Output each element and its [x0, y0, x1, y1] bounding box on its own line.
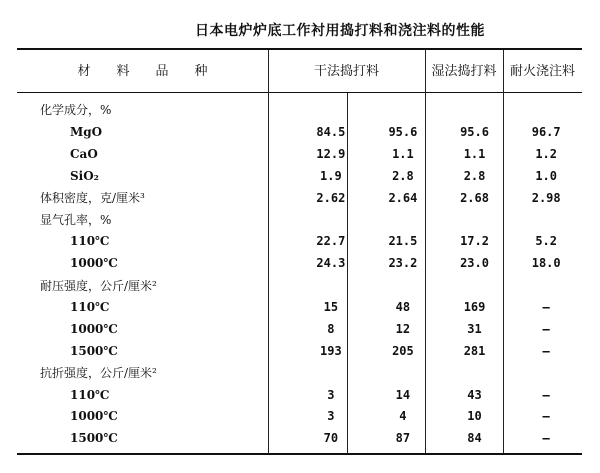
row-label: 110℃ — [70, 234, 110, 249]
table-row — [17, 99, 582, 121]
header-castable: 耐火浇注料 — [509, 64, 575, 79]
table-row — [17, 208, 582, 230]
row-label: 1000℃ — [70, 256, 118, 271]
row-label: SiO₂ — [70, 168, 99, 183]
row-label: 1000℃ — [70, 321, 118, 336]
cell-value: — — [542, 343, 550, 358]
cell-value: 1.1 — [392, 146, 414, 161]
row-label: 1000℃ — [70, 409, 118, 424]
cell-value — [439, 99, 511, 121]
cell-value — [295, 274, 367, 296]
table-row — [17, 230, 582, 252]
cell-value — [367, 362, 439, 384]
properties-table — [17, 99, 582, 449]
table-row — [17, 143, 582, 165]
cell-value: 12.9 — [316, 146, 346, 161]
cell-value: 84.5 — [316, 124, 346, 139]
table-row — [17, 405, 582, 427]
row-label: 显气孔率，% — [40, 212, 112, 227]
table-row — [17, 340, 582, 362]
cell-value — [510, 274, 582, 296]
cell-value: 87 — [395, 431, 411, 446]
cell-value — [510, 99, 582, 121]
row-label: 1500℃ — [70, 431, 118, 446]
cell-value: 193 — [320, 343, 342, 358]
cell-value: 2.62 — [316, 190, 346, 205]
cell-value: 31 — [467, 321, 482, 336]
row-label: 1500℃ — [70, 343, 118, 358]
cell-value: 3 — [327, 387, 335, 402]
header-material: 材 料 品 种 — [77, 64, 208, 79]
cell-value — [295, 362, 367, 384]
cell-value: 5.2 — [535, 234, 558, 249]
row-label: CaO — [70, 146, 98, 161]
header-rule — [17, 92, 582, 93]
cell-value: 17.2 — [460, 234, 489, 249]
top-rule — [17, 48, 582, 50]
cell-value: 95.6 — [460, 124, 489, 139]
cell-value — [439, 208, 511, 230]
cell-value: — — [542, 387, 550, 402]
table-row — [17, 165, 582, 187]
table-row — [17, 384, 582, 406]
cell-value: 23.0 — [460, 256, 489, 271]
cell-value: 281 — [463, 343, 486, 358]
row-label: 110℃ — [70, 387, 110, 402]
cell-value: 23.2 — [388, 256, 418, 271]
cell-value: 2.68 — [460, 190, 489, 205]
cell-value: 2.8 — [463, 168, 486, 183]
cell-value: 22.7 — [316, 234, 346, 249]
row-label: 110℃ — [70, 299, 110, 314]
table-row — [17, 296, 582, 318]
bottom-rule — [17, 453, 582, 455]
cell-value: 2.98 — [531, 190, 561, 205]
cell-value: — — [542, 431, 550, 446]
header-dry-ramming: 干法捣打料 — [313, 64, 379, 79]
cell-value: — — [542, 299, 550, 314]
table-row — [17, 252, 582, 274]
cell-value: 70 — [323, 431, 339, 446]
row-label: MgO — [70, 124, 103, 139]
row-label: 抗折强度，公斤/厘米² — [40, 366, 157, 381]
table-row — [17, 318, 582, 340]
cell-value: 205 — [392, 343, 414, 358]
cell-value: — — [542, 409, 550, 424]
cell-value: 15 — [323, 299, 339, 314]
cell-value: 84 — [467, 431, 482, 446]
cell-value: 1.2 — [535, 146, 558, 161]
row-label: 耐压强度，公斤/厘米² — [40, 278, 157, 293]
cell-value: 14 — [395, 387, 411, 402]
table-row — [17, 362, 582, 384]
cell-value: 169 — [463, 299, 486, 314]
cell-value: 95.6 — [388, 124, 418, 139]
cell-value: 18.0 — [531, 256, 561, 271]
cell-value: 8 — [327, 321, 335, 336]
cell-value — [367, 99, 439, 121]
row-label: 化学成分，% — [40, 103, 112, 118]
cell-value: 48 — [395, 299, 411, 314]
cell-value — [510, 208, 582, 230]
cell-value — [439, 362, 511, 384]
cell-value: 1.0 — [535, 168, 558, 183]
cell-value: 12 — [395, 321, 411, 336]
cell-value: — — [542, 321, 550, 336]
cell-value: 2.8 — [392, 168, 414, 183]
cell-value: 3 — [327, 409, 335, 424]
cell-value: 21.5 — [388, 234, 418, 249]
cell-value: 2.64 — [388, 190, 418, 205]
table-row — [17, 427, 582, 449]
table-row — [17, 121, 582, 143]
row-label: 体积密度，克/厘米³ — [40, 191, 145, 205]
cell-value — [510, 362, 582, 384]
cell-value: 1.9 — [320, 168, 342, 183]
header-wet-ramming: 湿法捣打料 — [431, 64, 497, 79]
cell-value — [439, 274, 511, 296]
cell-value — [367, 208, 439, 230]
cell-value: 10 — [467, 409, 482, 424]
cell-value: 96.7 — [531, 124, 561, 139]
cell-value — [367, 274, 439, 296]
cell-value: 43 — [467, 387, 482, 402]
cell-value — [295, 208, 367, 230]
cell-value: 24.3 — [316, 256, 346, 271]
cell-value: 1.1 — [463, 146, 486, 161]
cell-value: 4 — [399, 409, 407, 424]
table-title: 日本电炉炉底工作衬用捣打料和浇注料的性能 — [195, 23, 485, 39]
table-row — [17, 187, 582, 209]
table-row — [17, 274, 582, 296]
cell-value — [295, 99, 367, 121]
